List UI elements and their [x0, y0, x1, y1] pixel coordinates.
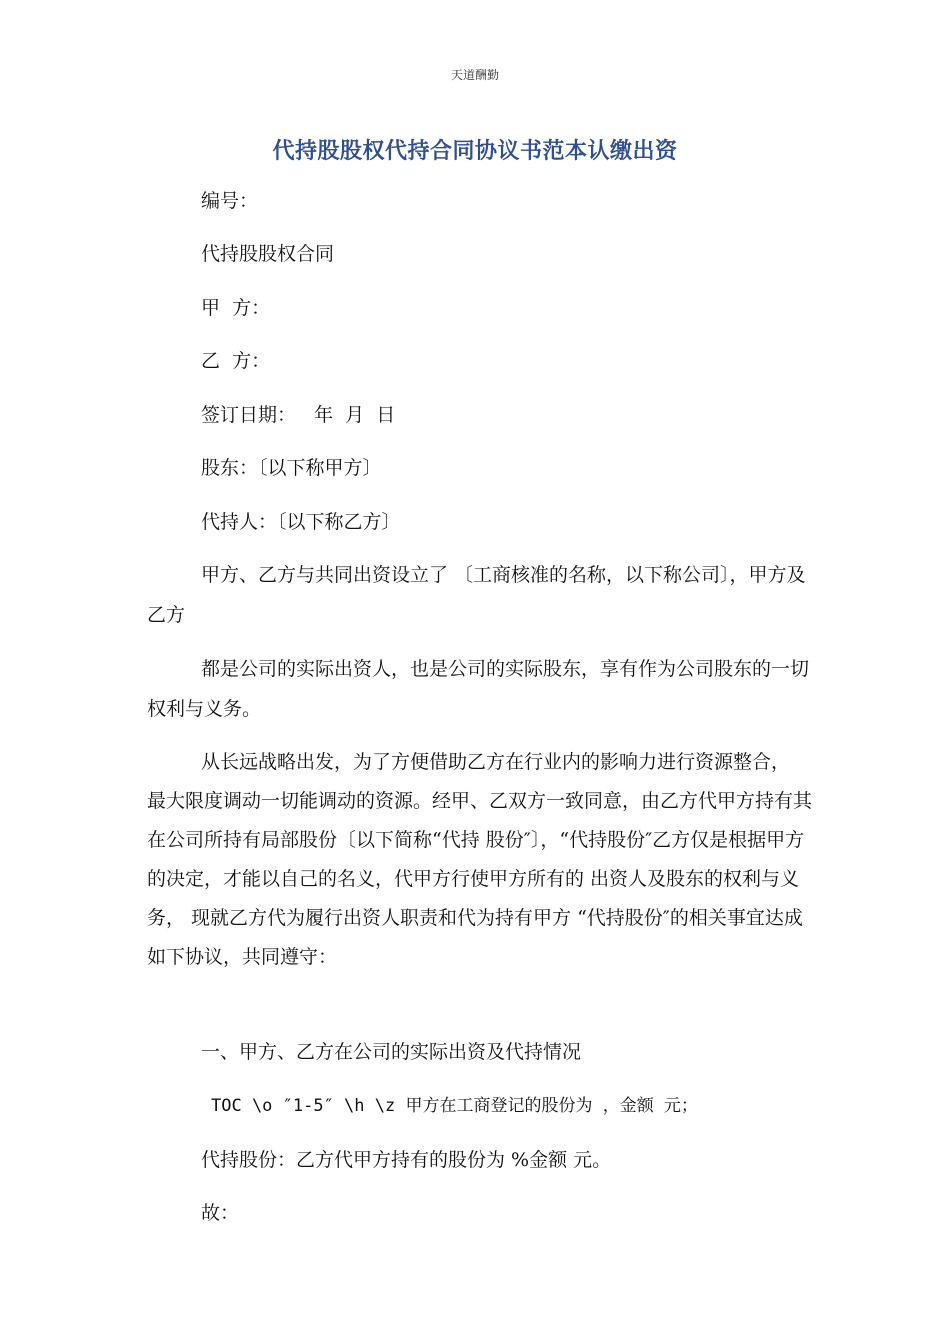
field-number: 编号：: [201, 190, 259, 212]
field-nominee: 代持人：〔以下称乙方〕: [201, 511, 401, 533]
section-1-heading: 一、甲方、乙方在公司的实际出资及代持情况: [201, 1041, 582, 1063]
paragraph-nominee-arrangement: 从长远战略出发，为了方便借助乙方在行业内的影响力进行资源整合， 最大限度调动一切能调动的资源。经甲、乙双方一致同意，由乙方代甲方持有其在公司所持有局部股份〔以下简称“代持 股份″〕，“代持股份″乙方仅是根据甲方的决定，才能以自己的名义，代甲方行使甲方所有的 出资人及股东的权利与义务， 现就乙方代为履行出资人职责和代为持有甲方 “代持股份″的相关事宜达成如下协议，共同遵守：: [147, 751, 813, 968]
field-party-b: 乙 方：: [201, 350, 271, 372]
paragraph-establishment: 甲方、乙方与共同出资设立了 〔工商核准的名称，以下称公司〕，甲方及乙方: [147, 564, 806, 626]
field-contract-name: 代持股股权合同: [201, 243, 335, 265]
field-shareholder: 股东：〔以下称甲方〕: [201, 457, 382, 479]
field-party-a: 甲 方：: [201, 297, 271, 319]
paragraph-actual-shareholders: 都是公司的实际出资人，也是公司的实际股东，享有作为公司股东的一切权利与义务。: [147, 658, 810, 720]
field-sign-date: 签订日期： 年 月 日: [201, 404, 396, 426]
document-title: 代持股股权代持合同协议书范本认缴出资: [272, 138, 678, 164]
page-header: 天道酬勤: [450, 68, 499, 82]
therefore-line: 故：: [201, 1202, 240, 1224]
toc-line: TOC \o ″1-5″ \h \z 甲方在工商登记的股份为 ，金额 元；: [211, 1096, 698, 1116]
nominee-shares-line: 代持股份：乙方代甲方持有的股份为 %金额 元。: [201, 1149, 612, 1171]
